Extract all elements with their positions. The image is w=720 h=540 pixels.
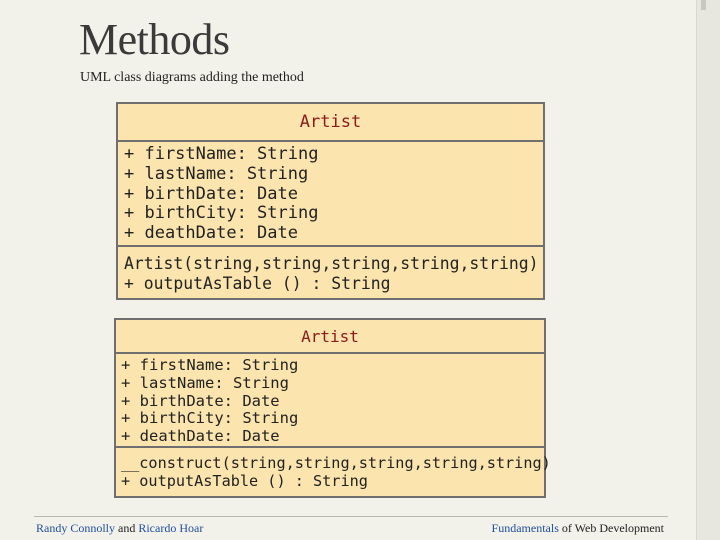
uml-attribute: + birthDate: Date — [121, 391, 280, 410]
uml-class-diagram-artist-php — [114, 318, 551, 498]
uml-class-name-section — [118, 104, 543, 142]
author-link[interactable]: Ricardo Hoar — [138, 521, 204, 535]
uml-class-name: Artist — [299, 112, 362, 132]
uml-attribute: + birthDate: Date — [124, 183, 298, 204]
footer-authors — [36, 521, 203, 536]
uml-attribute: + birthCity: String — [124, 203, 319, 224]
footer-book-title — [492, 521, 664, 536]
uml-attribute: + birthCity: String — [121, 409, 299, 428]
uml-method: Artist(string,string,string,string,string) — [124, 254, 539, 273]
uml-method: + outputAsTable () : String — [124, 274, 391, 293]
uml-attribute: + deathDate: Date — [124, 223, 298, 244]
uml-method: + outputAsTable () : String — [121, 472, 368, 490]
footer-divider — [34, 516, 668, 517]
uml-attributes-section — [118, 142, 543, 247]
uml-class-diagram-artist-constructor — [116, 102, 545, 300]
uml-attribute: + lastName: String — [124, 163, 309, 184]
footer-book-rest: of Web Development — [558, 521, 664, 535]
book-link[interactable]: Fundamentals — [491, 521, 559, 535]
slide-strip-mark — [701, 0, 706, 10]
author-link[interactable]: Randy Connolly — [36, 521, 116, 535]
uml-attribute: + deathDate: Date — [121, 427, 280, 446]
uml-methods-section — [116, 448, 551, 490]
slide-subtitle: UML class diagrams adding the method — [80, 70, 304, 85]
uml-method: __construct(string,string,string,string,string) — [121, 454, 551, 472]
slide-side-strip — [696, 0, 720, 540]
uml-methods-section — [118, 247, 543, 294]
uml-class-name-section — [116, 320, 544, 354]
footer-and: and — [115, 521, 139, 535]
slide-title: Methods — [79, 15, 230, 64]
uml-attribute: + firstName: String — [124, 144, 319, 164]
uml-attributes-section — [116, 354, 544, 448]
uml-class-name: Artist — [301, 327, 359, 346]
uml-attribute: + firstName: String — [121, 356, 299, 374]
uml-attribute: + lastName: String — [121, 373, 289, 392]
